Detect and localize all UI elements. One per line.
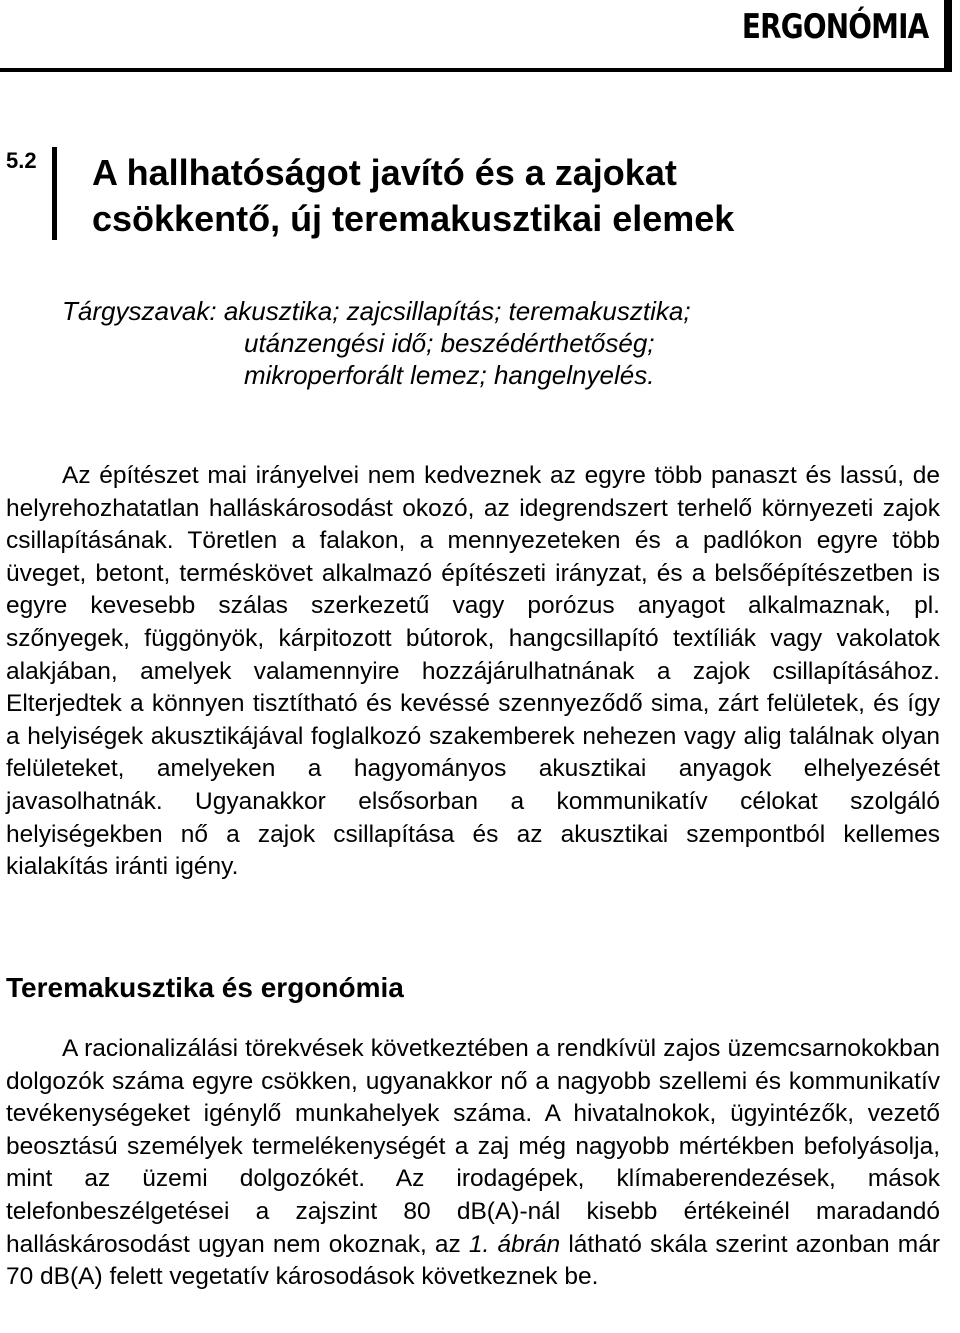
subheading: Teremakusztika és ergonómia (6, 972, 404, 1003)
intro-paragraph: Az építészet mai irányelvei nem kedveznek az egyre több panaszt és lassú, de helyrehozhatatlan halláskárosodást okozó, az idegrendszert terhelő környezeti zajok csillapításának. Töretlen a falakon, a mennyezeteken és a padlókon egyre több üveget, betont, terméskövet alkalmazó építészeti irányzat, és a belsőépítészetben is egyre kevesebb szálas szerkezetű vagy porózus anyagot alkalmaznak, pl. szőnyegek, függönyök, kárpitozott bútorok, hangcsillapító textíliák vagy vakolatok alakjában, amelyek valamennyire hozzájárulhatnának a zajok csillapításához. Elterjedtek a könnyen tisztítható és kevéssé szennyeződő sima, zárt felületek, és így a helyiségek akusztikájával foglalkozó szakemberek nehezen vagy alig találnak olyan felületeket, amelyeken a hagyományos akusztikai anyagok elhelyezését javasolhatnák. Ugyanakkor elsősorban a kommunikatív célokat szolgáló helyiségekben nő a zajok csillapítása és az akusztikai szempontból kellemes kialakítás iránti igény. (6, 462, 940, 881)
keywords-label: Tárgyszavak: (62, 296, 217, 326)
section-title-line2: csökkentő, új teremakusztikai elemek (92, 198, 735, 239)
body-paragraph-text: A racionalizálási törekvések következtében a rendkívül zajos üzemcsarnokokban dolgozók száma egyre csökken, ugyanakkor nő a nagyobb szellemi és kommunikatív tevékenységeket igénylő munkahelyek száma. A hivatalnokok, ügyintézők, vezető beosztású személyek termelékenységét a zaj még nagyobb mértékben befolyásolja, mint az üzemi dolgozókét. Az irodagépek, klímaberendezések, mások telefonbeszélgetései a zajszint 80 dB(A)-nál kisebb értékeinél maradandó halláskárosodást ugyan nem okoznak, az (6, 1035, 940, 1258)
section-number: 5.2 (6, 148, 37, 173)
section-title-line1: A hallhatóságot javító és a zajokat (92, 152, 677, 193)
body-paragraph (6, 1033, 940, 1294)
header-title: ERGONÓMIA (741, 7, 928, 47)
header-vertical-bar (944, 0, 952, 68)
figure-reference: 1. ábrán (468, 1230, 561, 1258)
keywords-line3: mikroperforált lemez; hangelnyelés. (244, 360, 655, 390)
section-divider-bar (52, 147, 57, 240)
section-title (92, 150, 932, 242)
keywords-line2: utánzengési idő; beszédérthetőség; (244, 328, 655, 358)
header-rule (0, 68, 952, 72)
body-paragraph-text-end: látható skála szerint azonban már 70 dB(A) felett vegetatív károsodások következnek be. (6, 1230, 940, 1291)
keywords-block (62, 295, 922, 391)
keywords-line1: akusztika; zajcsillapítás; teremakusztika; (223, 296, 691, 326)
